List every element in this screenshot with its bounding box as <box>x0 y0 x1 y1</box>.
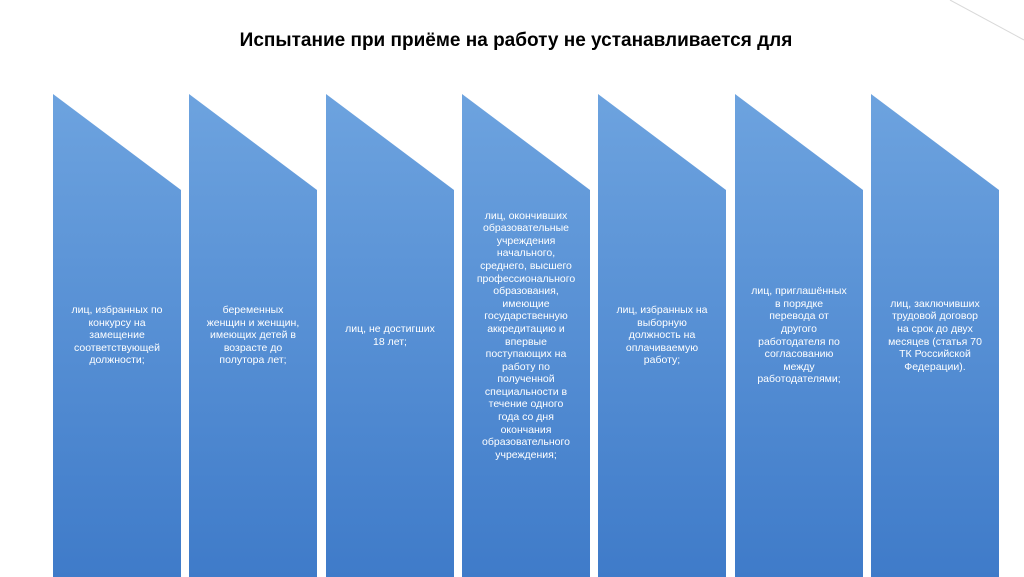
chevron-item-competition <box>53 94 181 577</box>
chevron-item-text: лиц, окончивших образовательные учреждения начального, среднего, высшего профессионального образования, имеющие государственную аккредитацию и впервые поступающих на работу по полученной специальности в течение одного года со дня окончания образовательного учреждения; <box>476 209 576 461</box>
chevron-item-text: лиц, приглашённых в порядке перевода от другого работодателя по согласованию между работодателями; <box>751 285 847 386</box>
chevron-item-text: лиц, избранных на выборную должность на оплачиваемую работу; <box>616 304 708 367</box>
chevron-item-text: лиц, заключивших трудовой договор на срок до двух месяцев (статья 70 ТК Российской Федерации). <box>888 297 982 373</box>
chevron-item-graduates <box>462 94 590 577</box>
chevron-item-under-18 <box>326 94 454 577</box>
chevron-item-text: беременных женщин и женщин, имеющих детей в возрасте до полутора лет; <box>206 304 300 367</box>
chevron-item-transfer <box>735 94 863 577</box>
page-title: Испытание при приёме на работу не устанавливается для <box>239 30 793 51</box>
chevron-item-text: лиц, избранных по конкурсу на замещение соответствующей должности; <box>71 304 163 367</box>
chevron-item-text: лиц, не достигших 18 лет; <box>345 322 435 348</box>
chevron-item-pregnant-women <box>189 94 317 577</box>
chevron-item-elected-position <box>598 94 726 577</box>
chevron-item-short-contract <box>871 94 999 577</box>
